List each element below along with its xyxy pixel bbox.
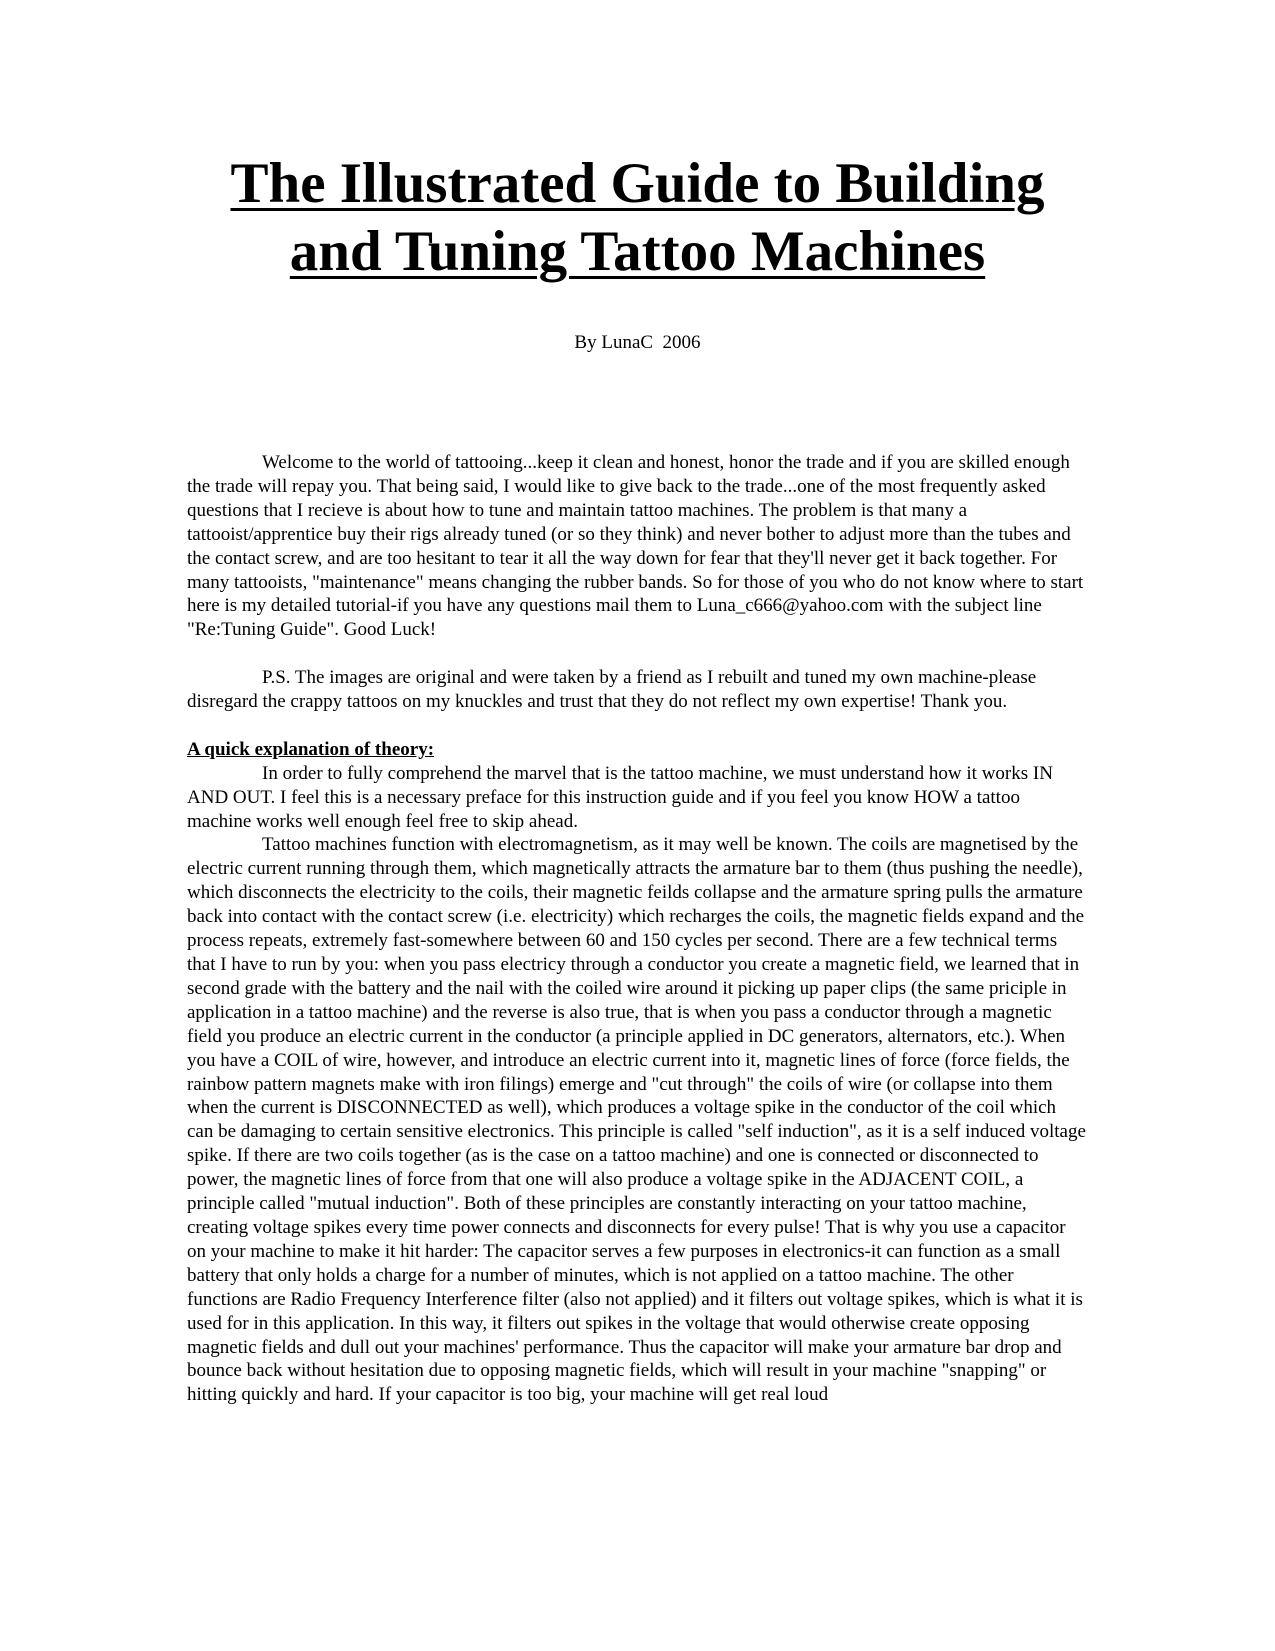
title-line-2: and Tuning Tattoo Machines bbox=[289, 220, 986, 283]
document-title bbox=[0, 150, 1275, 286]
intro-paragraph: Welcome to the world of tattooing...keep it clean and honest, honor the trade and if you are skilled enough the trade will repay you. That being said, I would like to give back to the trade...one of the most frequently asked questions that I recieve is about how to tune and maintain tattoo machines. The problem is that many a tattooist/apprentice buy their rigs already tuned (or so they think) and never bother to adjust more than the tubes and the contact screw, and are too hesitant to tear it all the way down for fear that they'll never get it back together. For many tattooists, "maintenance" means changing the rubber bands. So for those of you who do not know where to start here is my detailed tutorial-if you have any questions mail them to Luna_c666@yahoo.com with the subject line "Re:Tuning Guide". Good Luck! bbox=[187, 452, 1084, 641]
ps-paragraph: P.S. The images are original and were taken by a friend as I rebuilt and tuned my own machine-please disregard the crappy tattoos on my knuckles and trust that they do not reflect my own expertise! Thank you. bbox=[187, 667, 1037, 713]
document-body bbox=[187, 451, 1087, 1407]
theory-paragraph-1: In order to fully comprehend the marvel that is the tattoo machine, we must understand how it works IN AND OUT. I feel this is a necessary preface for this instruction guide and if you feel you know HOW a tattoo machine works well enough feel free to skip ahead. bbox=[187, 762, 1053, 832]
author-byline: By LunaC 2006 bbox=[574, 332, 701, 353]
theory-paragraph-2: Tattoo machines function with electromagnetism, as it may well be known. The coils are magnetised by the electric current running through them, which magnetically attracts the armature bar to them (thus pushing the needle), which disconnects the electricity to the coils, their magnetic feilds collapse and the armature spring pulls the armature back into contact with the contact screw (i.e. electricity) which recharges the coils, the magnetic fields expand and the process repeats, extremely fast-somewhere between 60 and 150 cycles per second. There are a few technical terms that I have to run by you: when you pass electricy through a conductor you create a magnetic field, we learned that in second grade with the battery and the nail with the coiled wire around it picking up paper clips (the same priciple in application in a tattoo machine) and the reverse is also true, that is when you pass a conductor through a magnetic field you produce an electric current in the conductor (a principle applied in DC generators, alternators, etc.). When you have a COIL of wire, however, and introduce an electric current into it, magnetic lines of force (force fields, the rainbow pattern magnets make with iron filings) emerge and "cut through" the coils of wire (or collapse into them when the current is DISCONNECTED as well), which produces a voltage spike in the conductor of the coil which can be damaging to certain sensitive electronics. This principle is called "self induction", as it is a self induced voltage spike. If there are two coils together (as is the case on a tattoo machine) and one is connected or disconnected to power, the magnetic lines of force from that one will also produce a voltage spike in the ADJACENT COIL, a principle called "mutual induction". Both of these principles are constantly interacting on your tattoo machine, creating voltage spikes every time power connects and disconnects for every pulse! That is why you use a capacitor on your machine to make it hit harder: The capacitor serves a few purposes in electronics-it can function as a small battery that only holds a charge for a number of minutes, which is not applied on a tattoo machine. The other functions are Radio Frequency Interference filter (also not applied) and it filters out voltage spikes, which is what it is used for in this application. In this way, it filters out spikes in the voltage that would otherwise create opposing magnetic fields and dull out your machines' performance. Thus the capacitor will make your armature bar drop and bounce back without hesitation due to opposing magnetic fields, which will result in your machine "snapping" or hitting quickly and hard. If your capacitor is too big, your machine will get real loud bbox=[187, 834, 1086, 1406]
section-heading: A quick explanation of theory: bbox=[187, 738, 435, 760]
title-line-1: The Illustrated Guide to Building bbox=[230, 152, 1045, 215]
